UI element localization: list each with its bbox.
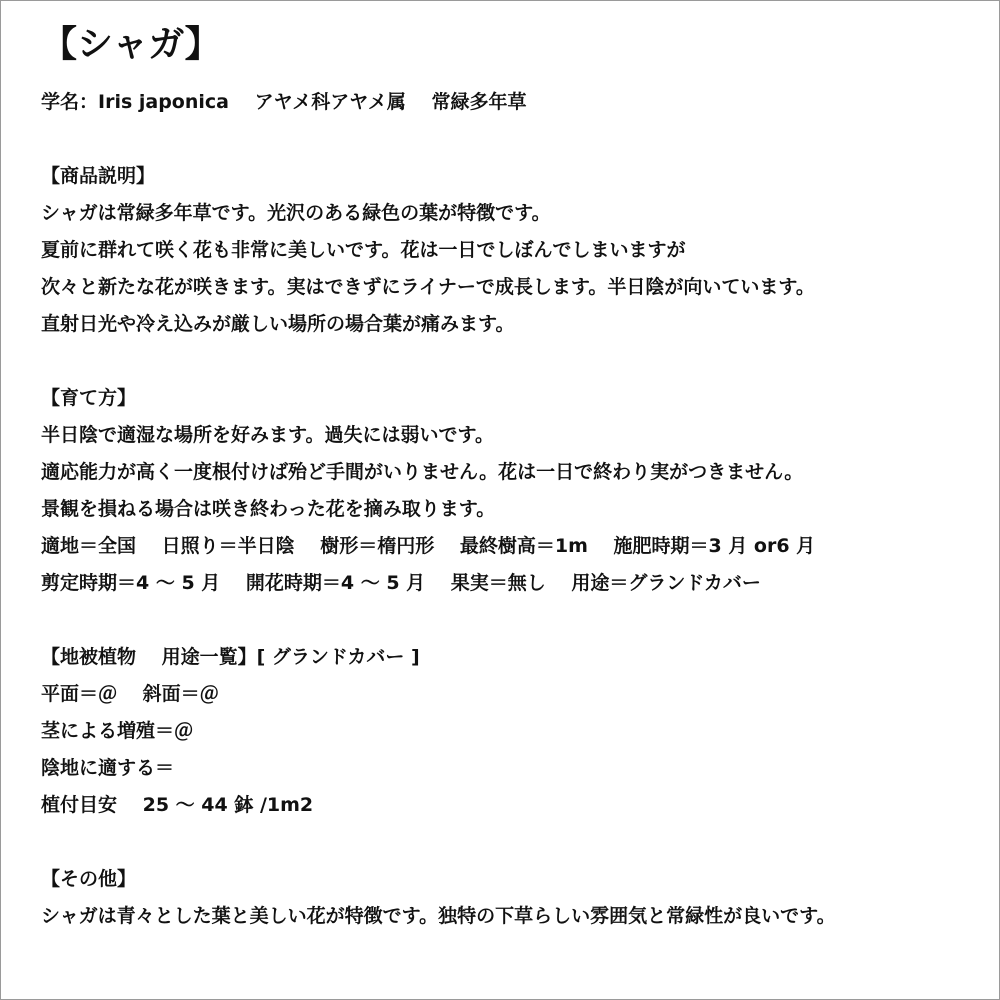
description-line: 直射日光や冷え込みが厳しい場所の場合葉が痛みます。	[41, 313, 515, 335]
groundcover-line: 茎による増殖＝＠	[41, 720, 194, 742]
care-line: 景観を損ねる場合は咲き終わった花を摘み取ります。	[41, 498, 496, 520]
care-specs-line: 適地＝全国 日照り＝半日陰 樹形＝楕円形 最終樹高＝1m 施肥時期＝3 月 or6 月	[41, 535, 816, 557]
description-heading: 【商品説明】	[41, 165, 156, 187]
description-line: シャガは常緑多年草です。光沢のある緑色の葉が特徴です。	[41, 202, 551, 224]
description-line: 夏前に群れて咲く花も非常に美しいです。花は一日でしぼんでしまいますが	[41, 239, 686, 261]
groundcover-heading: 【地被植物 用途一覧】[ グランドカバー ]	[41, 646, 420, 668]
groundcover-line: 陰地に適する＝	[41, 757, 175, 779]
care-line: 半日陰で適湿な場所を好みます。過失には弱いです。	[41, 424, 494, 446]
care-line: 適応能力が高く一度根付けば殆ど手間がいりません。花は一日で終わり実がつきません。	[41, 461, 804, 483]
other-heading: 【その他】	[41, 868, 137, 890]
care-heading: 【育て方】	[41, 387, 137, 409]
scientific-name-line: 学名：Iris japonica アヤメ科アヤメ属 常緑多年草	[41, 91, 527, 113]
other-line: シャガは青々とした葉と美しい花が特徴です。独特の下草らしい雰囲気と常緑性が良いです。	[41, 905, 836, 927]
description-line: 次々と新たな花が咲きます。実はできずにライナーで成長します。半日陰が向いています。	[41, 276, 815, 298]
page-title: 【シャガ】	[41, 24, 221, 65]
groundcover-line: 平面＝＠ 斜面＝＠	[41, 683, 219, 705]
groundcover-line: 植付目安 25 ～ 44 鉢 /1m2	[41, 794, 314, 816]
care-specs-line: 剪定時期＝4 ～ 5 月 開花時期＝4 ～ 5 月 果実＝無し 用途＝グランドカバー	[41, 572, 761, 594]
